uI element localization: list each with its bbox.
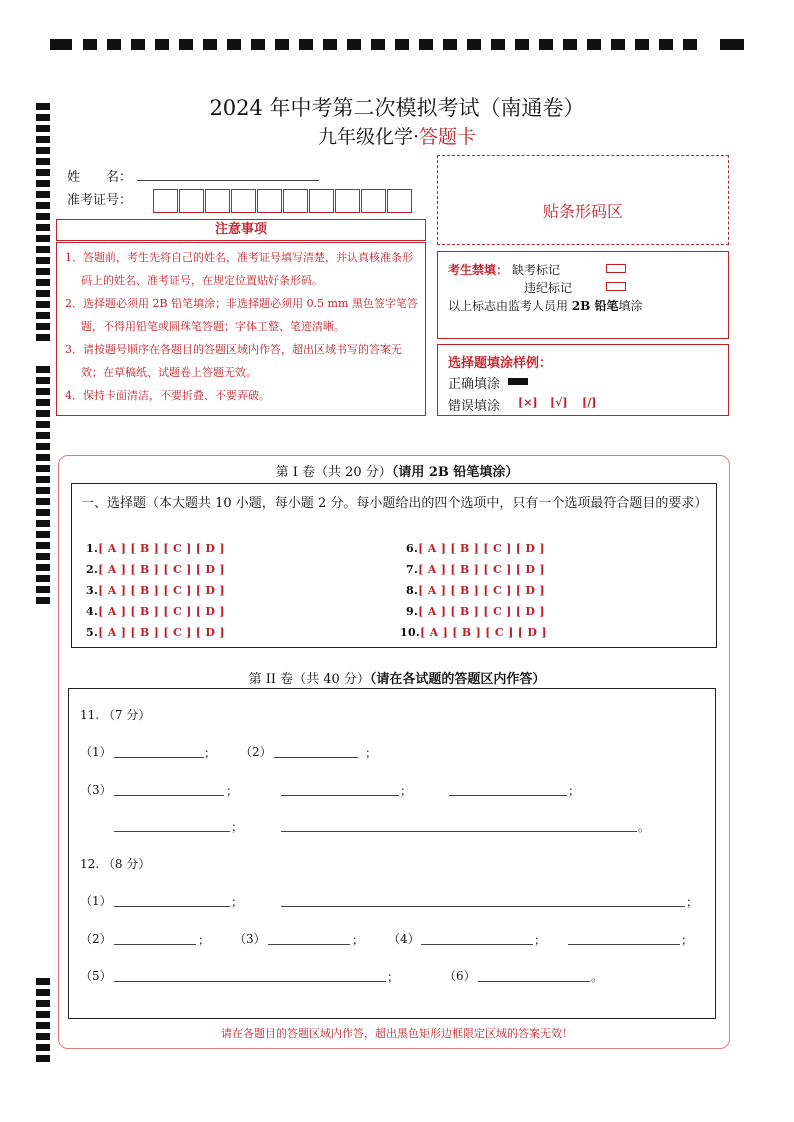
alignment-mark	[36, 432, 50, 439]
name-field[interactable]	[137, 166, 319, 181]
alignment-mark	[36, 520, 50, 527]
alignment-mark	[50, 39, 72, 50]
mc-question-row[interactable]	[86, 626, 225, 639]
alignment-mark	[467, 39, 481, 50]
q11-part3-label: （3）	[80, 783, 112, 797]
alignment-mark	[36, 410, 50, 417]
alignment-mark	[107, 39, 121, 50]
exam-id-digit-box[interactable]	[309, 189, 334, 213]
answer-blank[interactable]	[421, 943, 533, 945]
q12-part2-label: （2）	[80, 932, 112, 946]
alignment-mark	[587, 39, 601, 50]
exam-id-digit-box[interactable]	[387, 189, 412, 213]
exam-id-digit-box[interactable]	[361, 189, 386, 213]
proctor-only-label: 考生禁填：	[448, 263, 509, 277]
alignment-mark	[347, 39, 361, 50]
alignment-mark	[36, 213, 50, 220]
exam-id-digit-box[interactable]	[153, 189, 178, 213]
alignment-mark	[36, 279, 50, 286]
alignment-mark	[36, 553, 50, 560]
punct: 。	[591, 970, 604, 984]
q12-part3-label: （3）	[234, 932, 266, 946]
alignment-mark	[36, 421, 50, 428]
alignment-mark	[36, 586, 50, 593]
alignment-mark	[36, 498, 50, 505]
exam-id-digit-box[interactable]	[179, 189, 204, 213]
mc-options[interactable]: [ A ] [ B ] [ C ] [ D ]	[418, 542, 545, 555]
alignment-mark	[36, 224, 50, 231]
alignment-mark	[83, 39, 97, 50]
q12-part6-label: （6）	[444, 969, 476, 983]
part1-title-instruction: （请用 2B 铅笔填涂）	[391, 465, 519, 480]
alignment-mark	[491, 39, 505, 50]
correct-fill-label: 正确填涂	[448, 377, 501, 392]
alignment-mark	[36, 323, 50, 330]
alignment-mark	[36, 1000, 50, 1007]
notice-item: 1．答题前，考生先将自己的姓名，准考证号填写清楚，并认真核准条形码上的姓名、准考证号，在规定位置贴好条形码。	[65, 251, 413, 287]
punct: ；	[387, 970, 400, 984]
answer-blank[interactable]	[114, 980, 386, 982]
mc-question-number: 3.	[86, 584, 99, 597]
q11-part1-label: （1）	[80, 745, 112, 759]
alignment-mark	[36, 366, 50, 373]
mc-question-row[interactable]	[406, 584, 545, 597]
alignment-mark	[443, 39, 457, 50]
answer-blank[interactable]	[478, 980, 590, 982]
alignment-mark	[36, 1055, 50, 1062]
notice-heading: 注意事项	[56, 219, 426, 241]
mc-options[interactable]: [ A ] [ B ] [ C ] [ D ]	[418, 563, 545, 576]
alignment-mark	[155, 39, 169, 50]
alignment-mark	[419, 39, 433, 50]
part2-title-instruction: （请在各试题的答题区内作答）	[369, 672, 546, 687]
notice-item: 4．保持卡面清洁，不要折叠、不要弄破。	[65, 389, 270, 402]
alignment-mark	[720, 39, 744, 50]
alignment-mark	[36, 597, 50, 604]
mc-options[interactable]: [ A ] [ B ] [ C ] [ D ]	[98, 605, 225, 618]
alignment-mark	[36, 312, 50, 319]
barcode-area: 贴条形码区	[437, 155, 729, 245]
wrong-fill-sample: [×]	[518, 396, 538, 409]
alignment-mark	[659, 39, 673, 50]
alignment-mark	[36, 487, 50, 494]
alignment-mark	[36, 399, 50, 406]
q12-heading: 12. （8 分）	[80, 857, 151, 871]
wrong-fill-label: 错误填涂	[448, 399, 501, 414]
mc-options[interactable]: [ A ] [ B ] [ C ] [ D ]	[98, 563, 225, 576]
alignment-mark	[36, 575, 50, 582]
mc-question-number: 7.	[406, 563, 419, 576]
notice-item: 3．请按题号顺序在各题目的答题区域内作答，超出区域书写的答案无效；在草稿纸、试题卷上答题无效。	[65, 343, 402, 379]
alignment-mark	[515, 39, 529, 50]
alignment-mark	[371, 39, 385, 50]
answer-blank[interactable]	[568, 943, 680, 945]
answer-blank[interactable]	[114, 830, 230, 832]
alignment-mark	[36, 989, 50, 996]
punct: ；	[365, 746, 378, 760]
mc-question-number: 8.	[406, 584, 419, 597]
alignment-mark	[179, 39, 193, 50]
top-alignment-marks	[50, 39, 744, 51]
absent-mark-box[interactable]	[606, 264, 626, 273]
exam-id-digit-box[interactable]	[205, 189, 230, 213]
q12-part1-label: （1）	[80, 894, 112, 908]
punct: ；	[198, 933, 211, 947]
alignment-mark	[36, 443, 50, 450]
alignment-mark	[36, 377, 50, 384]
answer-blank[interactable]	[268, 943, 350, 945]
subtitle-answer-card: 答题卡	[419, 126, 477, 148]
answer-blank[interactable]	[114, 905, 230, 907]
part1-title-text: 第 I 卷（共 20 分）	[275, 465, 392, 480]
alignment-mark	[395, 39, 409, 50]
punct: ；	[681, 933, 694, 947]
alignment-mark	[36, 334, 50, 341]
mc-options[interactable]: [ A ] [ B ] [ C ] [ D ]	[98, 626, 225, 639]
absent-mark-label: 缺考标记	[512, 263, 561, 277]
alignment-mark	[203, 39, 217, 50]
alignment-mark	[563, 39, 577, 50]
mc-options[interactable]: [ A ] [ B ] [ C ] [ D ]	[98, 584, 225, 597]
alignment-mark	[36, 978, 50, 985]
fill-example-label: 选择题填涂样例：	[448, 356, 553, 371]
answer-blank[interactable]	[274, 756, 358, 758]
mc-question-number: 6.	[406, 542, 419, 555]
part1-title	[0, 461, 794, 480]
alignment-mark	[36, 454, 50, 461]
part2-title	[0, 668, 794, 687]
mc-question-number: 4.	[86, 605, 99, 618]
proctor-only-box	[437, 251, 729, 339]
exam-id-label: 准考证号：	[67, 193, 133, 208]
answer-blank[interactable]	[281, 794, 399, 796]
answer-blank[interactable]	[114, 943, 196, 945]
alignment-mark	[36, 1011, 50, 1018]
alignment-mark	[36, 191, 50, 198]
mc-question-row[interactable]	[86, 542, 225, 555]
punct: ；	[568, 784, 581, 798]
alignment-mark	[275, 39, 289, 50]
violation-mark-box[interactable]	[606, 282, 626, 291]
mc-question-row[interactable]	[86, 605, 225, 618]
alignment-mark	[539, 39, 553, 50]
punct: ；	[231, 820, 244, 834]
mc-options[interactable]: [ A ] [ B ] [ C ] [ D ]	[420, 626, 547, 639]
answer-blank[interactable]	[281, 905, 685, 907]
proctor-note-pencil: 2B 铅笔	[571, 299, 619, 313]
answer-blank[interactable]	[114, 756, 204, 758]
alignment-mark	[36, 388, 50, 395]
fill-example-box	[437, 344, 729, 416]
alignment-mark	[36, 246, 50, 253]
alignment-mark	[36, 290, 50, 297]
exam-id-digit-box[interactable]	[283, 189, 308, 213]
q11-part2-label: （2）	[240, 745, 272, 759]
punct: ；	[204, 746, 217, 760]
mc-question-number: 5.	[86, 626, 99, 639]
answer-blank[interactable]	[114, 794, 224, 796]
q11-heading: 11. （7 分）	[80, 708, 151, 722]
punct: 。	[638, 820, 651, 834]
alignment-mark	[36, 169, 50, 176]
mc-question-row[interactable]	[86, 584, 225, 597]
alignment-mark	[36, 202, 50, 209]
mc-question-row[interactable]	[406, 605, 545, 618]
alignment-mark	[36, 180, 50, 187]
alignment-mark	[36, 509, 50, 516]
mc-options[interactable]: [ A ] [ B ] [ C ] [ D ]	[418, 584, 545, 597]
alignment-mark	[36, 564, 50, 571]
exam-id-digit-box[interactable]	[231, 189, 256, 213]
notice-box	[56, 242, 426, 416]
alignment-mark	[36, 268, 50, 275]
mc-question-number: 1.	[86, 542, 99, 555]
punct: ；	[231, 895, 244, 909]
alignment-mark	[36, 257, 50, 264]
part2-title-text: 第 II 卷（共 40 分）	[248, 672, 370, 687]
exam-id-digit-box[interactable]	[335, 189, 360, 213]
alignment-mark	[131, 39, 145, 50]
mc-question-row[interactable]	[406, 563, 545, 576]
q12-part5-label: （5）	[80, 969, 112, 983]
alignment-mark	[227, 39, 241, 50]
alignment-mark	[36, 531, 50, 538]
punct: ；	[534, 933, 547, 947]
mc-question-row[interactable]	[406, 542, 545, 555]
exam-id-digit-box[interactable]	[257, 189, 282, 213]
mc-options[interactable]: [ A ] [ B ] [ C ] [ D ]	[418, 605, 545, 618]
alignment-mark	[611, 39, 625, 50]
punct: ；	[400, 784, 413, 798]
name-label: 姓 名：	[67, 170, 133, 185]
alignment-mark	[323, 39, 337, 50]
correct-fill-sample	[508, 378, 528, 385]
notice-item: 2．选择题必须用 2B 铅笔填涂；非选择题必须用 0.5 mm 黑色签字笔答题，不得用铅笔或圆珠笔答题；字体工整、笔迹清晰。	[65, 297, 418, 333]
answer-blank[interactable]	[281, 830, 637, 832]
mc-question-number: 9.	[406, 605, 419, 618]
violation-mark-label: 违纪标记	[524, 281, 573, 295]
alignment-mark	[251, 39, 265, 50]
mc-question-number: 2.	[86, 563, 99, 576]
subtitle-subject: 九年级化学·	[317, 126, 420, 148]
footer-note: 请在各题目的答题区域内作答，超出黑色矩形边框限定区域的答案无效！	[221, 1027, 573, 1040]
proctor-note	[448, 297, 643, 314]
mc-instruction: 一、选择题（本大题共 10 小题，每小题 2 分。每小题给出的四个选项中，只有一个选项最符合题目的要求）	[81, 496, 708, 511]
mc-question-row[interactable]	[400, 626, 547, 639]
alignment-mark	[635, 39, 649, 50]
proctor-note-text-end: 填涂	[618, 299, 643, 313]
proctor-note-text: 以上标志由监考人员用	[448, 299, 572, 313]
alignment-mark	[683, 39, 697, 50]
wrong-fill-sample: [√]	[550, 396, 568, 409]
punct: ；	[686, 895, 699, 909]
punct: ；	[352, 933, 365, 947]
alignment-mark	[299, 39, 313, 50]
alignment-mark	[36, 301, 50, 308]
answer-sheet-subtitle	[0, 122, 794, 149]
mc-options[interactable]: [ A ] [ B ] [ C ] [ D ]	[98, 542, 225, 555]
answer-blank[interactable]	[449, 794, 567, 796]
q12-part4-label: （4）	[388, 932, 420, 946]
alignment-mark	[36, 158, 50, 165]
exam-title: 2024 年中考第二次模拟考试（南通卷）	[209, 96, 585, 120]
mc-question-number: 10.	[400, 626, 421, 639]
alignment-mark	[36, 235, 50, 242]
alignment-mark	[36, 542, 50, 549]
wrong-fill-sample: [/]	[582, 396, 597, 409]
alignment-mark	[36, 1044, 50, 1051]
punct: ；	[226, 784, 239, 798]
mc-question-row[interactable]	[86, 563, 225, 576]
